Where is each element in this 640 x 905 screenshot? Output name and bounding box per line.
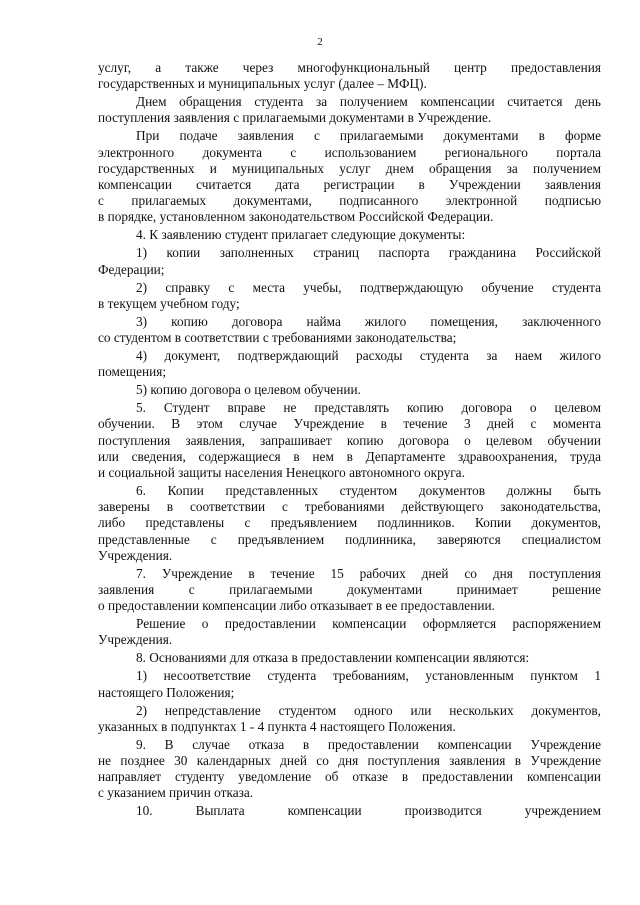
paragraph bbox=[98, 128, 601, 225]
text-line: государственных и муниципальных услуг днем обращения за получением bbox=[98, 160, 601, 176]
text-line: 1) копии заполненных страниц паспорта гражданина Российской bbox=[136, 245, 601, 261]
text-line: либо представлены с предъявлением подлинников. Копии документов, bbox=[98, 515, 601, 531]
text-line: настоящего Положения; bbox=[98, 684, 235, 700]
text-line: и социальной защиты населения Ненецкого автономного округа. bbox=[98, 465, 465, 481]
text-line: 5) копию договора о целевом обучении. bbox=[136, 382, 361, 398]
text-line: с указанием причин отказа. bbox=[98, 785, 254, 801]
paragraph bbox=[98, 60, 601, 92]
text-line: с прилагаемых документами, подписанного электронной подписью bbox=[98, 193, 601, 209]
text-line: или сведения, содержащиеся в нем в Департаменте здравоохранения, труда bbox=[98, 448, 601, 464]
text-line: Учреждения. bbox=[98, 632, 173, 648]
text-line: услуг, а также через многофункциональный центр предоставления bbox=[98, 60, 601, 75]
text-line: 4) документ, подтверждающий расходы студента за наем жилого bbox=[136, 348, 601, 364]
text-line: электронного документа с использованием регионального портала bbox=[98, 144, 601, 160]
page-number: 2 bbox=[317, 36, 323, 48]
text-line: 3) копию договора найма жилого помещения, заключенного bbox=[136, 313, 601, 329]
text-line: Федерации; bbox=[98, 261, 165, 277]
text-line: При подаче заявления с прилагаемыми документами в форме bbox=[136, 128, 601, 144]
text-line: представленные с предъявлением подлинника, заверяются специалистом bbox=[98, 531, 601, 547]
paragraph bbox=[98, 803, 601, 819]
paragraph bbox=[98, 280, 601, 312]
paragraph bbox=[98, 566, 601, 615]
paragraph bbox=[98, 314, 601, 346]
paragraph bbox=[98, 616, 601, 648]
paragraph bbox=[98, 227, 601, 243]
text-line: заверены в соответствии с требованиями действующего законодательства, bbox=[98, 499, 601, 515]
text-line: со студентом в соответствии с требованиями законодательства; bbox=[98, 330, 457, 346]
text-line: не позднее 30 календарных дней со дня поступления заявления в Учреждение bbox=[98, 753, 601, 769]
paragraph bbox=[98, 650, 601, 666]
text-line: в текущем учебном году; bbox=[98, 295, 240, 311]
paragraph bbox=[98, 348, 601, 380]
paragraph bbox=[98, 245, 601, 277]
text-line: 6. Копии представленных студентом документов должны быть bbox=[136, 483, 601, 499]
text-line: указанных в подпунктах 1 - 4 пункта 4 настоящего Положения. bbox=[98, 718, 456, 734]
text-line: 2) непредставление студентом одного или нескольких документов, bbox=[136, 702, 601, 718]
text-line: поступления заявления с прилагаемыми документами в Учреждение. bbox=[98, 110, 492, 126]
text-line: поступления заявления, запрашивает копию договора о целевом обучении bbox=[98, 432, 601, 448]
text-line: 10. Выплата компенсации производится учреждением bbox=[136, 803, 601, 819]
paragraph bbox=[98, 483, 601, 564]
text-line: 1) несоответствие студента требованиям, установленным пунктом 1 bbox=[136, 668, 601, 684]
text-line: 2) справку с места учебы, подтверждающую обучение студента bbox=[136, 279, 601, 295]
text-line: 9. В случае отказа в предоставлении компенсации Учреждение bbox=[136, 736, 601, 752]
text-line: о предоставлении компенсации либо отказывает в ее предоставлении. bbox=[98, 598, 495, 614]
text-line: 5. Студент вправе не представлять копию договора о целевом bbox=[136, 400, 601, 416]
text-line: 8. Основаниями для отказа в предоставлении компенсации являются: bbox=[136, 650, 530, 666]
text-line: Решение о предоставлении компенсации оформляется распоряжением bbox=[136, 616, 601, 632]
text-line: Днем обращения студента за получением компенсации считается день bbox=[136, 94, 601, 110]
paragraph bbox=[98, 382, 601, 398]
text-line: компенсации считается дата регистрации в Учреждении заявления bbox=[98, 177, 601, 193]
paragraph bbox=[98, 668, 601, 700]
paragraph bbox=[98, 400, 601, 481]
paragraph bbox=[98, 703, 601, 735]
document-body bbox=[98, 60, 601, 820]
paragraph bbox=[98, 737, 601, 802]
text-line: обучении. В этом случае Учреждение в течение 3 дней с момента bbox=[98, 416, 601, 432]
text-line: государственных и муниципальных услуг (далее – МФЦ). bbox=[98, 76, 427, 92]
text-line: помещения; bbox=[98, 364, 167, 380]
text-line: в порядке, установленном законодательством Российской Федерации. bbox=[98, 209, 494, 225]
paragraph bbox=[98, 94, 601, 126]
text-line: направляет студенту уведомление об отказе в предоставлении компенсации bbox=[98, 769, 601, 785]
text-line: заявления с прилагаемыми документами принимает решение bbox=[98, 582, 601, 598]
text-line: 7. Учреждение в течение 15 рабочих дней со дня поступления bbox=[136, 565, 601, 581]
text-line: 4. К заявлению студент прилагает следующие документы: bbox=[136, 227, 466, 243]
text-line: Учреждения. bbox=[98, 547, 173, 563]
